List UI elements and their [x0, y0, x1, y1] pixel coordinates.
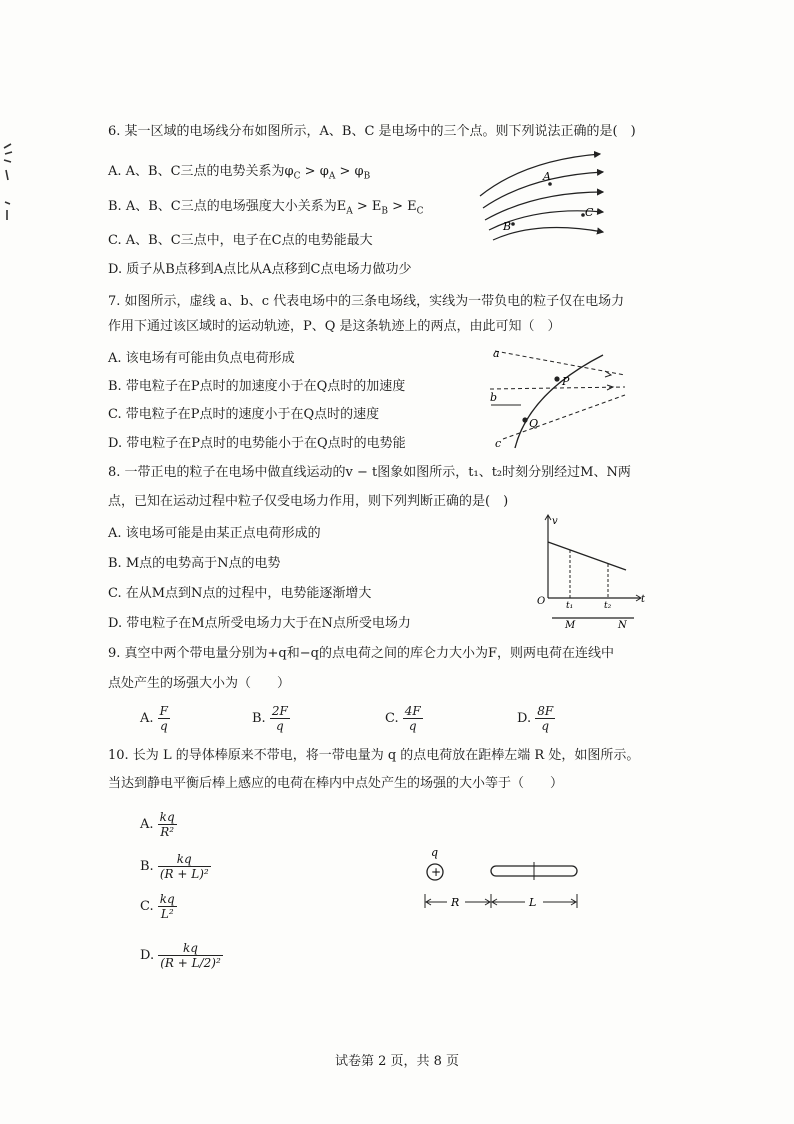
q10-rod-figure [415, 842, 590, 914]
q9-stem-line2: 点处产生的场强大小为（ ） [108, 676, 291, 691]
q8-t1-label: t₁ [566, 601, 574, 611]
q9-option-b: B. $\frac{2F}{q}$ [252, 704, 288, 733]
q7-line-b-label: b [490, 391, 498, 404]
q9-option-a: A. $\frac{F}{q}$ [140, 704, 168, 733]
q6-point-b-label: B [503, 220, 512, 233]
q8-stem-line2: 点，已知在运动过程中粒子仅受电场力作用，则下列判断正确的是( ) [108, 494, 509, 509]
q7-option-c: C. 带电粒子在P点时的速度小于在Q点时的速度 [108, 407, 380, 422]
q10-dimension-l-label: L [529, 896, 537, 909]
q6-point-a-label: A [543, 170, 551, 183]
q8-option-d: D. 带电粒子在M点所受电场力大于在N点所受电场力 [108, 616, 411, 631]
q8-stem-line1: 8. 一带正电的粒子在电场中做直线运动的v − t图象如图所示，t₁、t₂时刻分别经过M、N两 [108, 465, 631, 480]
q6-option-a: A. A、B、C三点的电势关系为$\varphi_C > \varphi_A > \varphi_B$ [108, 164, 371, 182]
q8-point-n-label: N [618, 620, 627, 631]
q10-option-c: C. $\frac{kq}{\text{L²}}$ [140, 892, 175, 921]
q8-option-b: B. M点的电势高于N点的电势 [108, 556, 281, 571]
binding-margin-mark [2, 140, 14, 230]
q7-option-b: B. 带电粒子在P点时的加速度小于在Q点时的加速度 [108, 379, 406, 394]
q6-field-lines-figure [475, 148, 615, 248]
q8-t2-label: t₂ [604, 601, 612, 611]
q6-point-c-label: C [585, 206, 594, 219]
q10-charge-label: q [431, 846, 439, 859]
q7-stem-line2: 作用下通过该区域时的运动轨迹，P、Q 是这条轨迹上的两点，由此可知（ ） [108, 319, 561, 334]
page-footer: 试卷第 2 页，共 8 页 [334, 1054, 460, 1069]
q10-plus-sign: + [431, 865, 442, 879]
q10-option-a: A. $\frac{kq}{\text{R²}}$ [140, 810, 175, 839]
q10-stem-line2: 当达到静电平衡后棒上感应的电荷在棒内中点处产生的场强的大小等于（ ） [108, 776, 564, 791]
q10-option-b: B. $\frac{kq}{\text{(R + L)²}}$ [140, 852, 209, 881]
q10-dimension-r-label: R [451, 896, 460, 909]
q9-option-c: C. $\frac{4F}{q}$ [385, 704, 421, 733]
q7-trajectory-figure [485, 343, 630, 451]
q10-stem-line1: 10. 长为 L 的导体棒原来不带电，将一带电量为 q 的点电荷放在距棒左端 R 处，如图所示。 [108, 748, 640, 763]
q8-point-m-label: M [565, 620, 576, 631]
q7-option-a: A. 该电场有可能由负点电荷形成 [108, 351, 295, 366]
q9-stem-line1: 9. 真空中两个带电量分别为+q和−q的点电荷之间的库仑力大小为F，则两电荷在连线中 [108, 646, 614, 661]
q7-line-a-label: a [493, 347, 500, 360]
q6-stem: 6. 某一区域的电场线分布如图所示，A、B、C 是电场中的三个点。则下列说法正确的是( ) [108, 124, 636, 139]
q8-option-c: C. 在从M点到N点的过程中，电势能逐渐增大 [108, 586, 372, 601]
q8-axis-t-label: t [641, 594, 646, 605]
q8-origin-label: O [537, 596, 546, 607]
q6-option-c: C. A、B、C三点中，电子在C点的电势能最大 [108, 233, 373, 248]
q7-stem-line1: 7. 如图所示，虚线 a、b、c 代表电场中的三条电场线，实线为一带负电的粒子仅在电场力 [108, 294, 625, 309]
q9-option-d: D. $\frac{8F}{q}$ [517, 704, 554, 733]
q8-axis-v-label: v [552, 516, 558, 527]
q7-option-d: D. 带电粒子在P点时的电势能小于在Q点时的电势能 [108, 436, 406, 451]
q7-line-c-label: c [495, 437, 502, 450]
margin-scribble [2, 140, 14, 230]
q8-vt-graph-figure [530, 512, 650, 632]
q6-option-b: B. A、B、C三点的电场强度大小关系为$E_A > E_B > E_C$ [108, 199, 424, 217]
q8-option-a: A. 该电场可能是由某正点电荷形成的 [108, 526, 321, 541]
q10-option-d: D. $\frac{kq}{\text{(R + L/2)²}}$ [140, 941, 221, 970]
q7-point-q-label: Q [529, 417, 539, 430]
q7-point-p-label: P [562, 375, 570, 388]
q6-option-d: D. 质子从B点移到A点比从A点移到C点电场力做功少 [108, 262, 412, 277]
